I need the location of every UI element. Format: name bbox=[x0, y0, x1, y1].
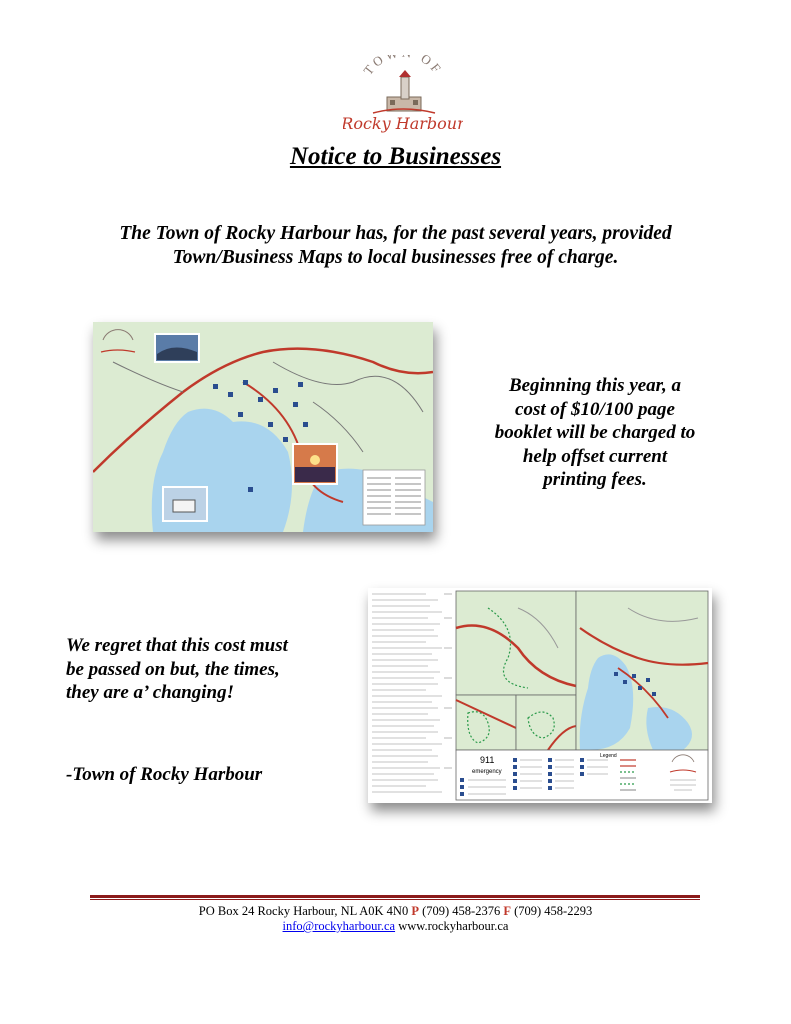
intro-line: The Town of Rocky Harbour has, for the past several years, provided bbox=[119, 223, 672, 244]
town-map-graphic bbox=[93, 322, 433, 532]
emergency-number: 911 bbox=[480, 755, 495, 765]
cost-notice-line: Beginning this year, a bbox=[508, 375, 682, 396]
footer-phone: (709) 458-2376 bbox=[422, 904, 501, 918]
cost-notice-line: cost of $10/100 page bbox=[515, 398, 675, 420]
footer-divider bbox=[90, 895, 700, 898]
regret-paragraph bbox=[66, 634, 366, 705]
lighthouse-icon bbox=[343, 55, 463, 133]
regret-line: We regret that this cost must bbox=[66, 635, 288, 656]
footer-divider-thin bbox=[90, 899, 700, 900]
emergency-label: emergency bbox=[472, 769, 502, 775]
footer-web-line bbox=[0, 919, 791, 934]
fax-letter: F bbox=[503, 904, 511, 918]
phone-letter: P bbox=[411, 904, 419, 918]
page-title: Notice to Businesses bbox=[289, 143, 502, 170]
website-text: www.rockyharbour.ca bbox=[398, 919, 509, 933]
intro-line: Town/Business Maps to local businesses free of charge. bbox=[172, 247, 619, 268]
cost-notice-line: help offset current bbox=[522, 445, 668, 467]
business-map-image bbox=[368, 588, 712, 803]
cost-notice-line: booklet will be charged to bbox=[494, 422, 696, 443]
footer-fax: (709) 458-2293 bbox=[514, 904, 593, 918]
cost-notice-line: printing fees. bbox=[543, 469, 647, 490]
intro-paragraph bbox=[60, 222, 731, 270]
footer-contact bbox=[0, 904, 791, 934]
logo-script-text: Rocky Harbour bbox=[343, 114, 463, 133]
town-map-image bbox=[93, 322, 433, 532]
cost-notice-paragraph bbox=[470, 374, 720, 492]
footer-address: PO Box 24 Rocky Harbour, NL A0K 4N0 bbox=[198, 904, 409, 918]
logo-arc-text: TO OF bbox=[360, 55, 446, 78]
legend-label: Legend bbox=[600, 753, 617, 759]
email-link[interactable]: info@rockyharbour.ca bbox=[282, 919, 396, 933]
town-logo bbox=[343, 55, 463, 133]
business-map-graphic bbox=[368, 588, 712, 803]
regret-line: they are a’ changing! bbox=[66, 682, 235, 703]
signature: -Town of Rocky Harbour bbox=[66, 764, 263, 785]
regret-line: be passed on but, the times, bbox=[66, 658, 280, 680]
footer-address-line bbox=[0, 904, 791, 919]
